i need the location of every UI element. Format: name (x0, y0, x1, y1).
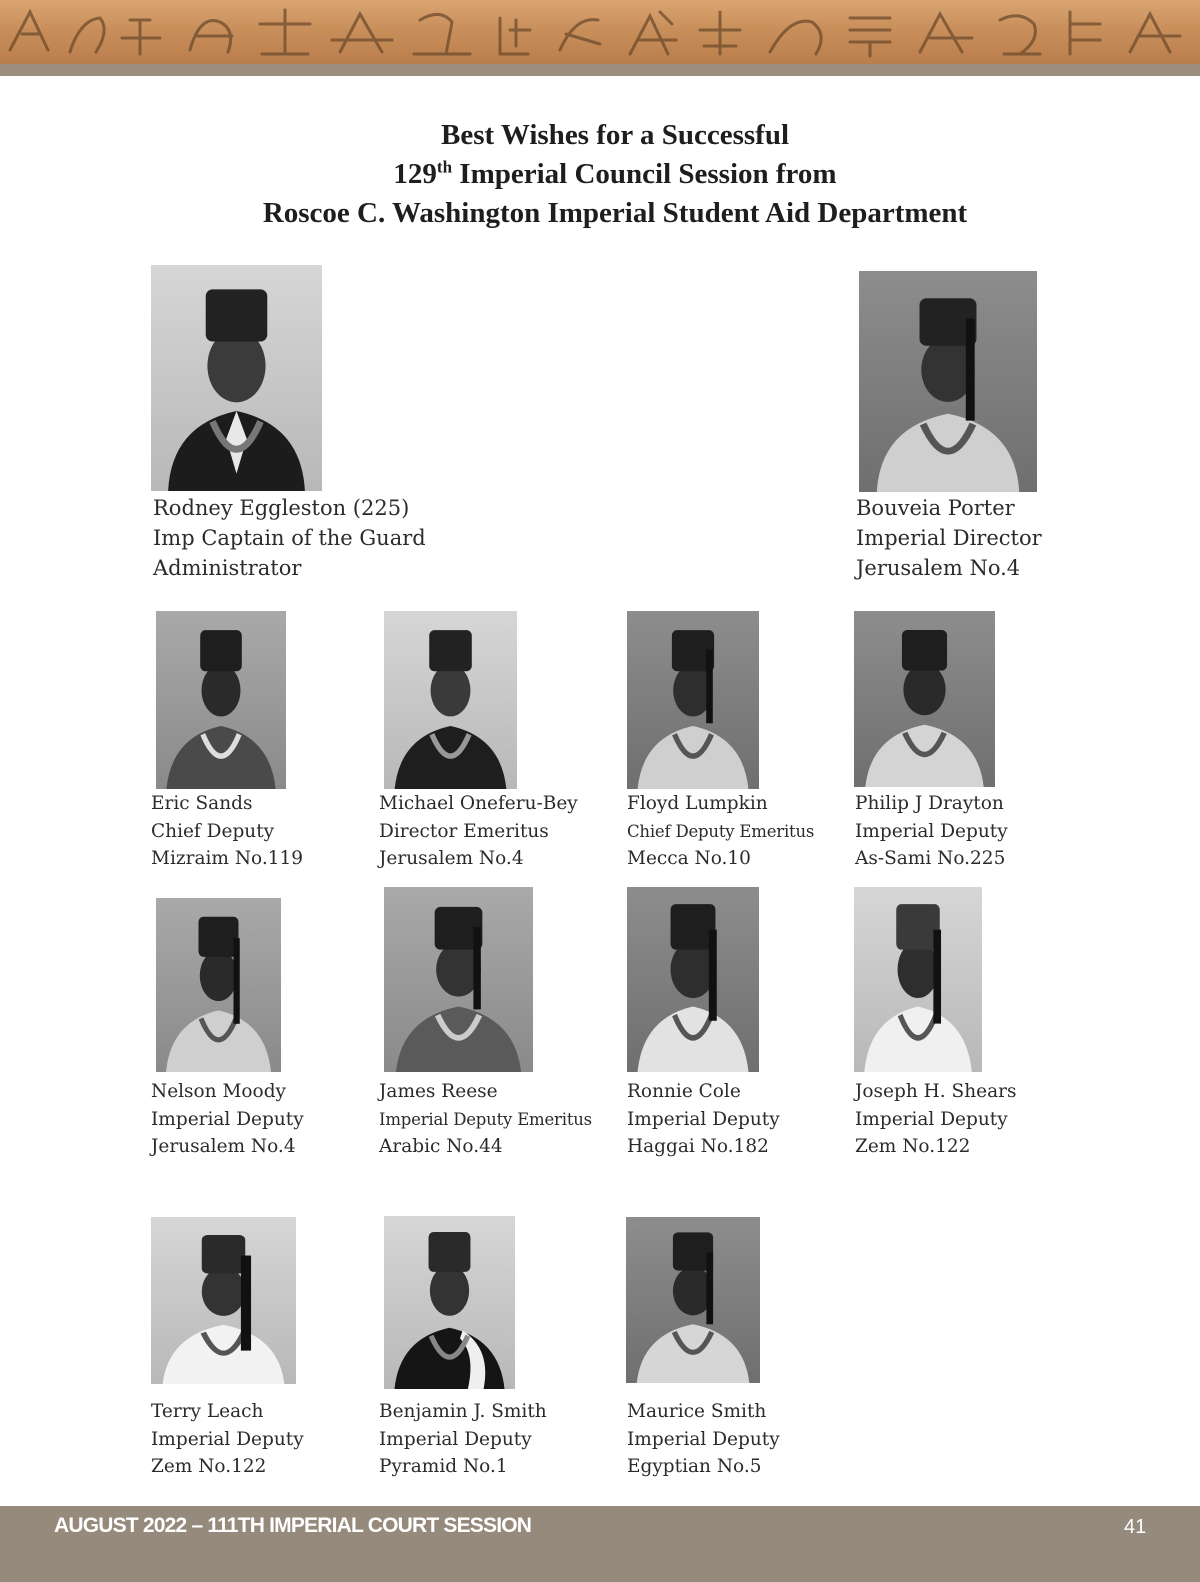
title-line-2 (0, 155, 1200, 194)
member-title: Imperial Deputy (151, 1108, 304, 1130)
member-caption (379, 790, 578, 873)
member-affiliation: Egyptian No.5 (627, 1456, 762, 1477)
title-line-1: Best Wishes for a Successful (440, 119, 790, 151)
member-name: Michael Oneferu-Bey (379, 793, 578, 814)
portrait-silhouette-icon (627, 887, 759, 1072)
member-name: Rodney Eggleston (225) (153, 496, 410, 520)
member-title: Chief Deputy (151, 820, 275, 842)
member-affiliation: Arabic No.44 (379, 1136, 503, 1157)
member-name: Eric Sands (151, 793, 253, 814)
member-caption (151, 1398, 304, 1481)
member-affiliation: Zem No.122 (855, 1136, 971, 1157)
member-title: Imperial Deputy (379, 1428, 532, 1450)
member-title: Imperial Deputy (627, 1428, 780, 1450)
member-affiliation: Administrator (153, 556, 302, 580)
member-name: Ronnie Cole (627, 1081, 741, 1102)
member-name: Bouveia Porter (856, 496, 1015, 520)
portrait-silhouette-icon (854, 887, 982, 1072)
member-caption (379, 1398, 547, 1481)
portrait-silhouette-icon (384, 1216, 515, 1389)
member-photo (156, 611, 286, 789)
member-photo (384, 611, 517, 789)
member-title: Imperial Director (856, 526, 1042, 550)
page-number: 41 (1124, 1516, 1147, 1538)
portrait-silhouette-icon (626, 1217, 760, 1383)
member-title: Imperial Deputy (855, 820, 1008, 842)
portrait-silhouette-icon (384, 611, 517, 789)
title-line-3: Roscoe C. Washington Imperial Student Aid Department (262, 197, 968, 229)
member-caption (855, 790, 1008, 873)
member-caption (153, 493, 426, 583)
member-name: Maurice Smith (627, 1401, 767, 1422)
title-line-2-suffix: Imperial Council Session from (452, 158, 837, 190)
portrait-silhouette-icon (384, 887, 533, 1072)
member-affiliation: Mizraim No.119 (151, 848, 304, 869)
title-line-2-prefix: 129 (393, 158, 437, 190)
member-title: Chief Deputy Emeritus (627, 821, 815, 841)
member-affiliation: Mecca No.10 (627, 848, 751, 869)
member-title: Imperial Deputy (855, 1108, 1008, 1130)
member-photo (384, 887, 533, 1072)
member-caption (151, 790, 303, 873)
portrait-silhouette-icon (859, 271, 1037, 492)
member-name: Benjamin J. Smith (379, 1401, 547, 1422)
member-title: Director Emeritus (379, 820, 549, 842)
portrait-silhouette-icon (627, 611, 759, 789)
member-name: Floyd Lumpkin (627, 793, 768, 814)
member-affiliation: Jerusalem No.4 (151, 1136, 296, 1157)
member-affiliation: As-Sami No.225 (855, 848, 1006, 869)
hieroglyph-frieze-icon (0, 0, 1200, 64)
member-title: Imperial Deputy (627, 1108, 780, 1130)
member-name: Philip J Drayton (855, 793, 1004, 814)
member-caption (856, 493, 1042, 583)
member-caption (627, 1398, 780, 1481)
title-line-2-superscript: th (436, 157, 453, 177)
member-affiliation: Jerusalem No.4 (379, 848, 524, 869)
member-photo (859, 271, 1037, 492)
member-title: Imperial Deputy Emeritus (379, 1109, 592, 1129)
portrait-silhouette-icon (156, 611, 286, 789)
member-name: James Reese (379, 1081, 498, 1102)
portrait-silhouette-icon (854, 611, 995, 787)
member-caption (379, 1078, 592, 1161)
member-photo (384, 1216, 515, 1389)
member-photo (151, 1217, 296, 1384)
hieroglyph-banner (0, 0, 1200, 64)
member-affiliation: Haggai No.182 (627, 1136, 769, 1157)
page-title (0, 116, 1200, 233)
member-photo (626, 1217, 760, 1383)
member-name: Terry Leach (151, 1401, 264, 1422)
member-affiliation: Jerusalem No.4 (856, 556, 1021, 580)
member-affiliation: Zem No.122 (151, 1456, 267, 1477)
member-caption (151, 1078, 304, 1161)
member-title: Imperial Deputy (151, 1428, 304, 1450)
member-photo (156, 898, 281, 1072)
member-photo (854, 887, 982, 1072)
member-photo (854, 611, 995, 787)
member-affiliation: Pyramid No.1 (379, 1456, 508, 1477)
footer-issue-label: AUGUST 2022 – 111TH IMPERIAL COURT SESSION (54, 1514, 532, 1537)
member-name: Nelson Moody (151, 1081, 286, 1102)
banner-divider (0, 64, 1200, 76)
member-caption (855, 1078, 1016, 1161)
member-photo (627, 887, 759, 1072)
member-name: Joseph H. Shears (855, 1081, 1017, 1102)
portrait-silhouette-icon (151, 265, 322, 491)
member-caption (627, 1078, 780, 1161)
member-caption (627, 790, 814, 873)
portrait-silhouette-icon (151, 1217, 296, 1384)
member-photo (627, 611, 759, 789)
member-title: Imp Captain of the Guard (153, 526, 426, 550)
member-photo (151, 265, 322, 491)
portrait-silhouette-icon (156, 898, 281, 1072)
